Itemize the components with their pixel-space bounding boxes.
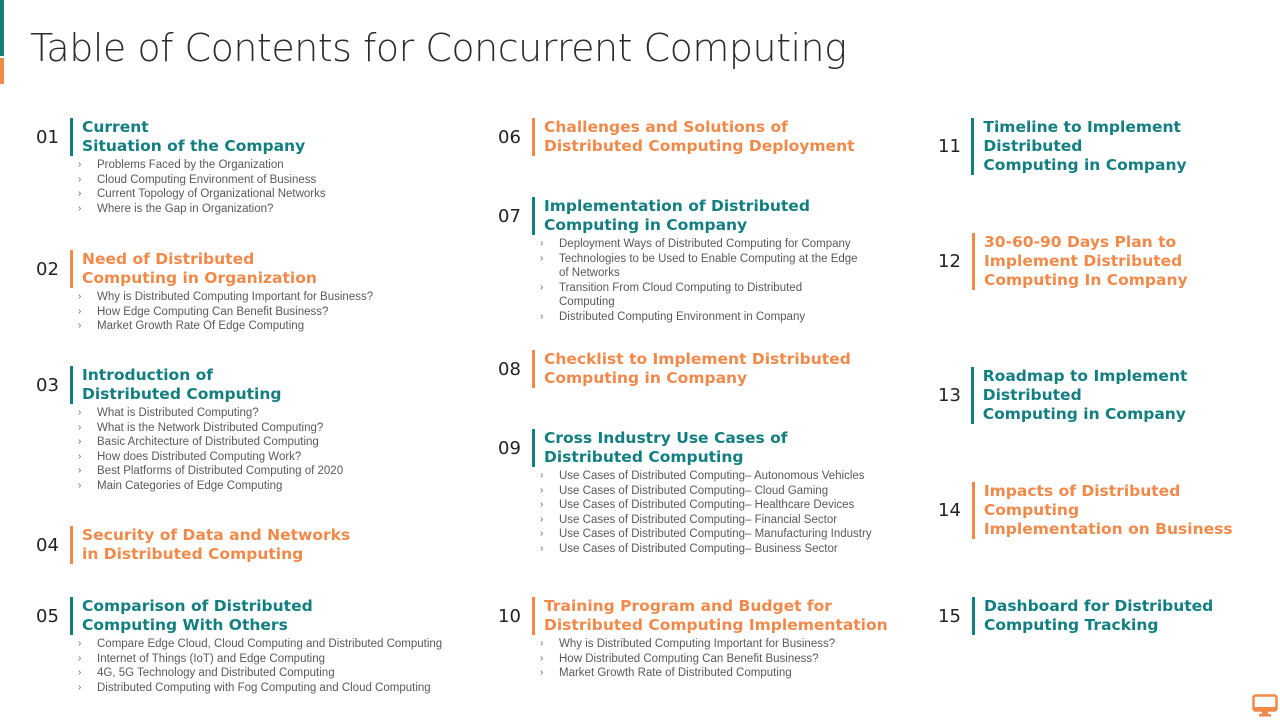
chevron-right-icon: › — [540, 310, 544, 322]
section-divider — [532, 429, 535, 467]
subtopic-item[interactable] — [540, 469, 872, 484]
subtopic-label: Why is Distributed Computing Important for Business? — [97, 291, 374, 303]
chevron-right-icon: › — [78, 202, 82, 214]
chevron-right-icon: › — [540, 667, 544, 678]
section-header — [498, 197, 859, 235]
toc-section-04[interactable] — [36, 526, 350, 564]
chevron-right-icon: › — [540, 470, 544, 481]
chevron-right-icon: › — [78, 159, 82, 170]
subtopic-item[interactable] — [78, 406, 343, 421]
subtopic-label: Cloud Computing Environment of Business — [97, 173, 317, 186]
subtopic-item[interactable] — [78, 173, 326, 188]
section-divider — [972, 233, 975, 290]
subtopic-item[interactable] — [540, 484, 872, 499]
toc-section-12[interactable] — [938, 233, 1188, 290]
chevron-right-icon: › — [78, 450, 82, 462]
section-divider — [971, 367, 974, 424]
subtopic-list — [36, 406, 343, 493]
subtopic-item[interactable] — [540, 252, 859, 281]
chevron-right-icon: › — [540, 238, 544, 249]
section-header — [36, 118, 326, 156]
section-number: 09 — [498, 437, 521, 459]
section-title[interactable]: Current Situation of the Company — [82, 118, 306, 155]
section-divider — [70, 250, 73, 288]
corner-accent-teal — [0, 0, 4, 56]
subtopic-list — [498, 237, 859, 324]
subtopic-label: Use Cases of Distributed Computing– Cloud Gaming — [559, 484, 829, 497]
subtopic-label: What is Distributed Computing? — [97, 407, 259, 419]
subtopic-label: Market Growth Rate of Distributed Computing — [559, 667, 792, 679]
subtopic-list — [36, 637, 442, 695]
subtopic-item[interactable] — [540, 498, 872, 513]
subtopic-label: How does Distributed Computing Work? — [97, 450, 302, 463]
subtopic-label: Current Topology of Organizational Networks — [97, 188, 326, 200]
subtopic-item[interactable] — [78, 158, 326, 173]
section-title[interactable]: Checklist to Implement Distributed Computing in Company — [544, 350, 851, 387]
section-header — [938, 367, 1280, 424]
chevron-right-icon: › — [78, 638, 82, 649]
section-header — [36, 597, 442, 635]
chevron-right-icon: › — [540, 638, 544, 649]
subtopic-item[interactable] — [78, 464, 343, 479]
subtopic-item[interactable] — [540, 281, 859, 310]
chevron-right-icon: › — [540, 513, 544, 525]
chevron-right-icon: › — [78, 667, 82, 678]
subtopic-item[interactable] — [78, 305, 373, 320]
subtopic-label: How Distributed Computing Can Benefit Business? — [559, 652, 819, 665]
section-title[interactable]: Introduction of Distributed Computing — [82, 366, 282, 403]
subtopic-list — [498, 469, 872, 556]
section-divider — [532, 118, 535, 156]
subtopic-list — [36, 290, 373, 334]
section-title[interactable]: Need of Distributed Computing in Organization — [82, 250, 317, 287]
subtopic-label: Use Cases of Distributed Computing– Business Sector — [559, 542, 838, 555]
subtopic-item[interactable] — [540, 513, 872, 528]
chevron-right-icon: › — [540, 281, 544, 293]
section-number: 06 — [498, 126, 521, 148]
subtopic-item[interactable] — [78, 290, 373, 305]
chevron-right-icon: › — [78, 465, 82, 476]
subtopic-item[interactable] — [540, 527, 872, 542]
chevron-right-icon: › — [540, 528, 544, 539]
subtopic-item[interactable] — [78, 681, 442, 696]
section-number: 03 — [36, 374, 59, 396]
section-divider — [532, 197, 535, 235]
subtopic-label: Distributed Computing Environment in Company — [559, 310, 806, 323]
section-title[interactable]: Security of Data and Networks in Distributed Computing — [82, 526, 351, 563]
section-divider — [70, 526, 73, 564]
section-title[interactable]: Implementation of Distributed Computing in Company — [544, 197, 810, 234]
subtopic-item[interactable] — [540, 542, 872, 557]
section-header — [36, 366, 343, 404]
toc-section-02[interactable] — [36, 250, 373, 334]
section-title[interactable]: Impacts of Distributed Computing Implementation on Business — [983, 482, 1233, 538]
section-number: 10 — [498, 605, 521, 627]
section-title[interactable]: Training Program and Budget for Distributed Computing Implementation — [544, 597, 888, 634]
subtopic-label: Market Growth Rate Of Edge Computing — [97, 320, 305, 332]
chevron-right-icon: › — [78, 479, 82, 491]
chevron-right-icon: › — [78, 305, 82, 317]
subtopic-item[interactable] — [78, 187, 326, 202]
chevron-right-icon: › — [540, 652, 544, 664]
section-number: 01 — [36, 126, 59, 148]
section-header — [36, 250, 373, 288]
section-header — [498, 350, 851, 388]
subtopic-label: Use Cases of Distributed Computing– Manufacturing Industry — [559, 528, 872, 540]
subtopic-item[interactable] — [78, 652, 442, 667]
chevron-right-icon: › — [78, 407, 82, 418]
chevron-right-icon: › — [78, 436, 82, 447]
subtopic-item[interactable] — [540, 237, 859, 252]
section-number: 14 — [938, 500, 961, 521]
chevron-right-icon: › — [540, 499, 544, 510]
section-header — [36, 526, 350, 564]
section-number: 11 — [938, 136, 961, 157]
section-title[interactable]: Roadmap to Implement Distributed Computing in Company — [982, 367, 1188, 423]
section-divider — [70, 366, 73, 404]
corner-accent-orange — [0, 58, 4, 84]
subtopic-item[interactable] — [78, 421, 343, 436]
section-number: 02 — [36, 258, 59, 280]
subtopic-list — [498, 637, 888, 681]
chevron-right-icon: › — [78, 291, 82, 302]
subtopic-label: Use Cases of Distributed Computing– Healthcare Devices — [559, 499, 855, 511]
toc-section-01[interactable] — [36, 118, 326, 216]
subtopic-label: Transition From Cloud Computing to Distributed Computing — [559, 281, 803, 308]
toc-section-08[interactable] — [498, 350, 851, 388]
chevron-right-icon: › — [540, 484, 544, 496]
subtopic-label: Deployment Ways of Distributed Computing for Company — [559, 238, 851, 250]
subtopic-label: Distributed Computing with Fog Computing and Cloud Computing — [97, 681, 431, 694]
toc-section-06[interactable] — [498, 118, 855, 156]
section-header — [498, 597, 888, 635]
chevron-right-icon: › — [540, 542, 544, 554]
toc-section-05[interactable] — [36, 597, 442, 695]
subtopic-list — [36, 158, 326, 216]
section-title[interactable]: Timeline to Implement Distributed Computing in Company — [983, 118, 1187, 174]
section-header — [938, 118, 1280, 175]
chevron-right-icon: › — [78, 188, 82, 199]
section-divider — [971, 118, 974, 175]
section-title[interactable]: Cross Industry Use Cases of Distributed Computing — [544, 429, 788, 466]
section-divider — [972, 597, 975, 635]
subtopic-label: Use Cases of Distributed Computing– Autonomous Vehicles — [559, 470, 865, 482]
chevron-right-icon: › — [78, 681, 82, 693]
subtopic-item[interactable] — [78, 666, 442, 681]
section-header — [498, 429, 872, 467]
section-title[interactable]: 30-60-90 Days Plan to Implement Distributed Computing In Company — [984, 233, 1188, 289]
toc-section-10[interactable] — [498, 597, 888, 681]
page-title: Table of Contents for Concurrent Computing — [30, 26, 847, 70]
subtopic-label: Why is Distributed Computing Important for Business? — [559, 638, 836, 650]
subtopic-item[interactable] — [78, 435, 343, 450]
toc-section-11[interactable] — [938, 118, 1280, 175]
chevron-right-icon: › — [78, 421, 82, 433]
section-number: 05 — [36, 605, 59, 627]
chevron-right-icon: › — [78, 173, 82, 185]
section-number: 13 — [938, 385, 961, 406]
toc-section-09[interactable] — [498, 429, 872, 556]
toc-section-03[interactable] — [36, 366, 343, 493]
subtopic-item[interactable] — [540, 666, 888, 681]
section-title[interactable]: Challenges and Solutions of Distributed Computing Deployment — [544, 118, 855, 155]
subtopic-item[interactable] — [78, 319, 373, 334]
subtopic-item[interactable] — [78, 202, 326, 217]
section-title[interactable]: Dashboard for Distributed Computing Tracking — [984, 597, 1214, 634]
toc-section-07[interactable] — [498, 197, 859, 324]
section-number: 15 — [938, 605, 961, 627]
subtopic-label: Technologies to be Used to Enable Computing at the Edge of Networks — [559, 252, 858, 279]
section-header — [938, 597, 1213, 635]
section-header — [938, 233, 1188, 290]
subtopic-item[interactable] — [540, 310, 859, 325]
section-divider — [972, 482, 975, 539]
toc-section-14[interactable] — [938, 482, 1280, 539]
subtopic-label: Internet of Things (IoT) and Edge Computing — [97, 652, 326, 665]
subtopic-item[interactable] — [540, 637, 888, 652]
subtopic-label: How Edge Computing Can Benefit Business? — [97, 305, 329, 318]
chevron-right-icon: › — [78, 320, 82, 331]
toc-section-15[interactable] — [938, 597, 1213, 635]
subtopic-label: Main Categories of Edge Computing — [97, 479, 283, 492]
section-divider — [70, 118, 73, 156]
subtopic-label: Problems Faced by the Organization — [97, 159, 284, 171]
subtopic-label: 4G, 5G Technology and Distributed Computing — [97, 667, 335, 679]
section-title[interactable]: Comparison of Distributed Computing With Others — [82, 597, 313, 634]
chevron-right-icon: › — [540, 252, 544, 264]
chevron-right-icon: › — [78, 652, 82, 664]
subtopic-label: Best Platforms of Distributed Computing of 2020 — [97, 465, 344, 477]
subtopic-label: Basic Architecture of Distributed Computing — [97, 436, 319, 448]
section-number: 07 — [498, 205, 521, 227]
section-divider — [70, 597, 73, 635]
section-number: 12 — [938, 251, 961, 272]
toc-section-13[interactable] — [938, 367, 1280, 424]
subtopic-label: What is the Network Distributed Computing? — [97, 421, 324, 434]
section-divider — [532, 597, 535, 635]
subtopic-item[interactable] — [78, 637, 442, 652]
subtopic-label: Where is the Gap in Organization? — [97, 202, 274, 215]
subtopic-label: Compare Edge Cloud, Cloud Computing and Distributed Computing — [97, 638, 443, 650]
section-header — [498, 118, 855, 156]
section-number: 04 — [36, 534, 59, 556]
section-divider — [532, 350, 535, 388]
subtopic-label: Use Cases of Distributed Computing– Financial Sector — [559, 513, 838, 526]
subtopic-item[interactable] — [78, 450, 343, 465]
section-header — [938, 482, 1280, 539]
subtopic-item[interactable] — [78, 479, 343, 494]
subtopic-item[interactable] — [540, 652, 888, 667]
monitor-icon[interactable] — [1252, 694, 1278, 718]
section-number: 08 — [498, 358, 521, 380]
